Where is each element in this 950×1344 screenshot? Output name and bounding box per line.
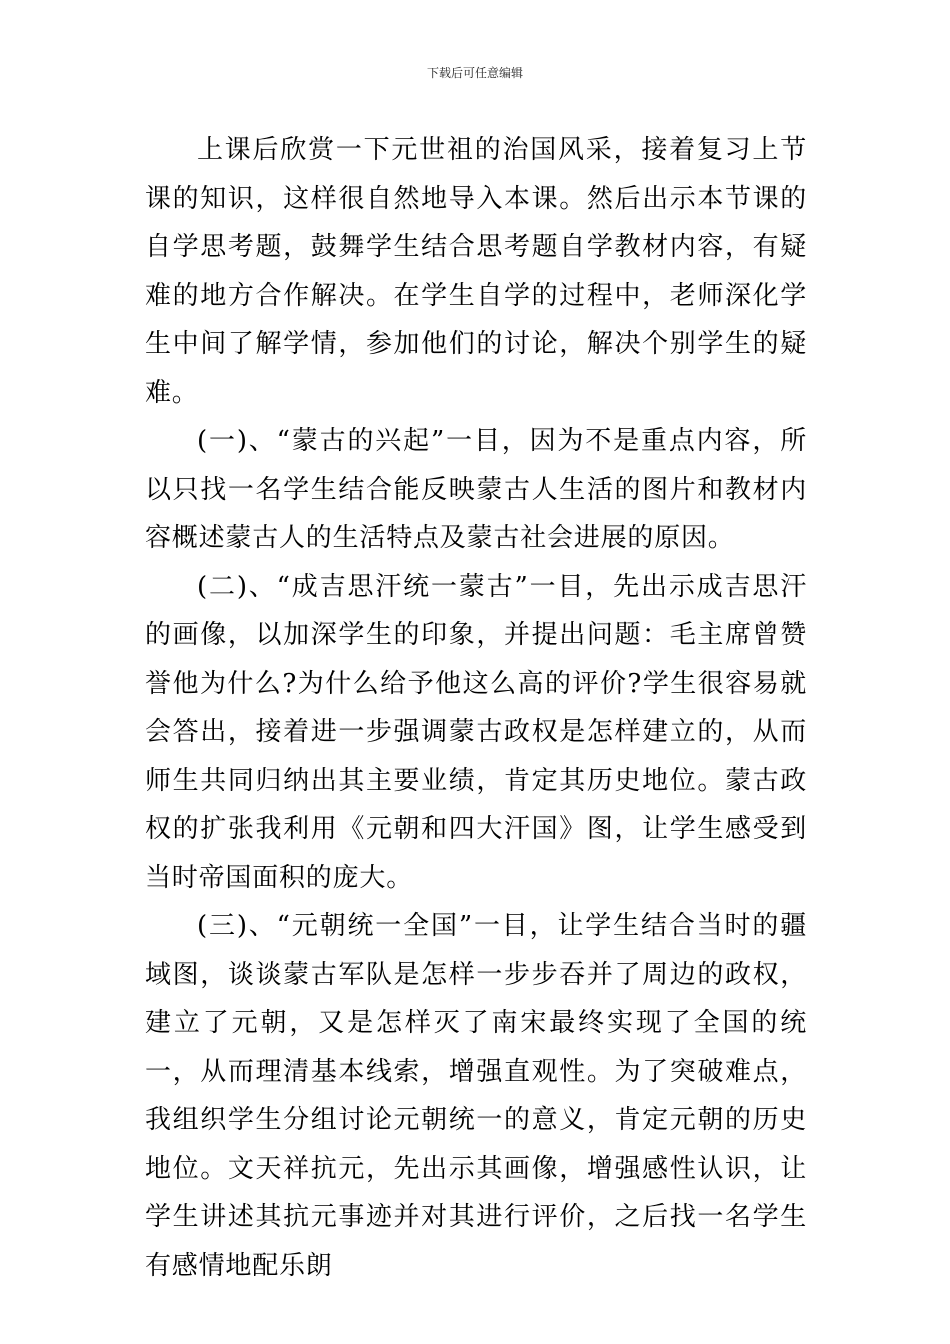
paragraph-section-1: (一)、“蒙古的兴起”一目，因为不是重点内容，所以只找一名学生结合能反映蒙古人生活的图片和教材内容概述蒙古人的生活特点及蒙古社会进展的原因。 [145,426,807,553]
paragraph-section-2: (二)、“成吉思汗统一蒙古”一目，先出示成吉思汗的画像，以加深学生的印象，并提出问题：毛主席曾赞誉他为什么?为什么给予他这么高的评价?学生很容易就会答出，接着进一步强调蒙古政权是怎样建立的，从而师生共同归纳出其主要业绩，肯定其历史地位。蒙古政权的扩张我利用《元朝和四大汗国》图，让学生感受到当时帝国面积的庞大。 [145,571,807,893]
paragraph-section-3: (三)、“元朝统一全国”一目，让学生结合当时的疆域图，谈谈蒙古军队是怎样一步步吞并了周边的政权，建立了元朝，又是怎样灭了南宋最终实现了全国的统一，从而理清基本线索，增强直观性。为了突破难点，我组织学生分组讨论元朝统一的意义，肯定元朝的历史地位。文天祥抗元，先出示其画像，增强感性认识，让学生讲述其抗元事迹并对其进行评价，之后找一名学生有感情地配乐朗 [145,911,807,1281]
document-body [145,126,807,1290]
page-header: 下载后可任意编辑 [426,66,523,80]
paragraph-intro: 上课后欣赏一下元世祖的治国风采，接着复习上节课的知识，这样很自然地导入本课。然后出示本节课的自学思考题，鼓舞学生结合思考题自学教材内容，有疑难的地方合作解决。在学生自学的过程中，老师深化学生中间了解学情，参加他们的讨论，解决个别学生的疑难。 [145,135,807,408]
